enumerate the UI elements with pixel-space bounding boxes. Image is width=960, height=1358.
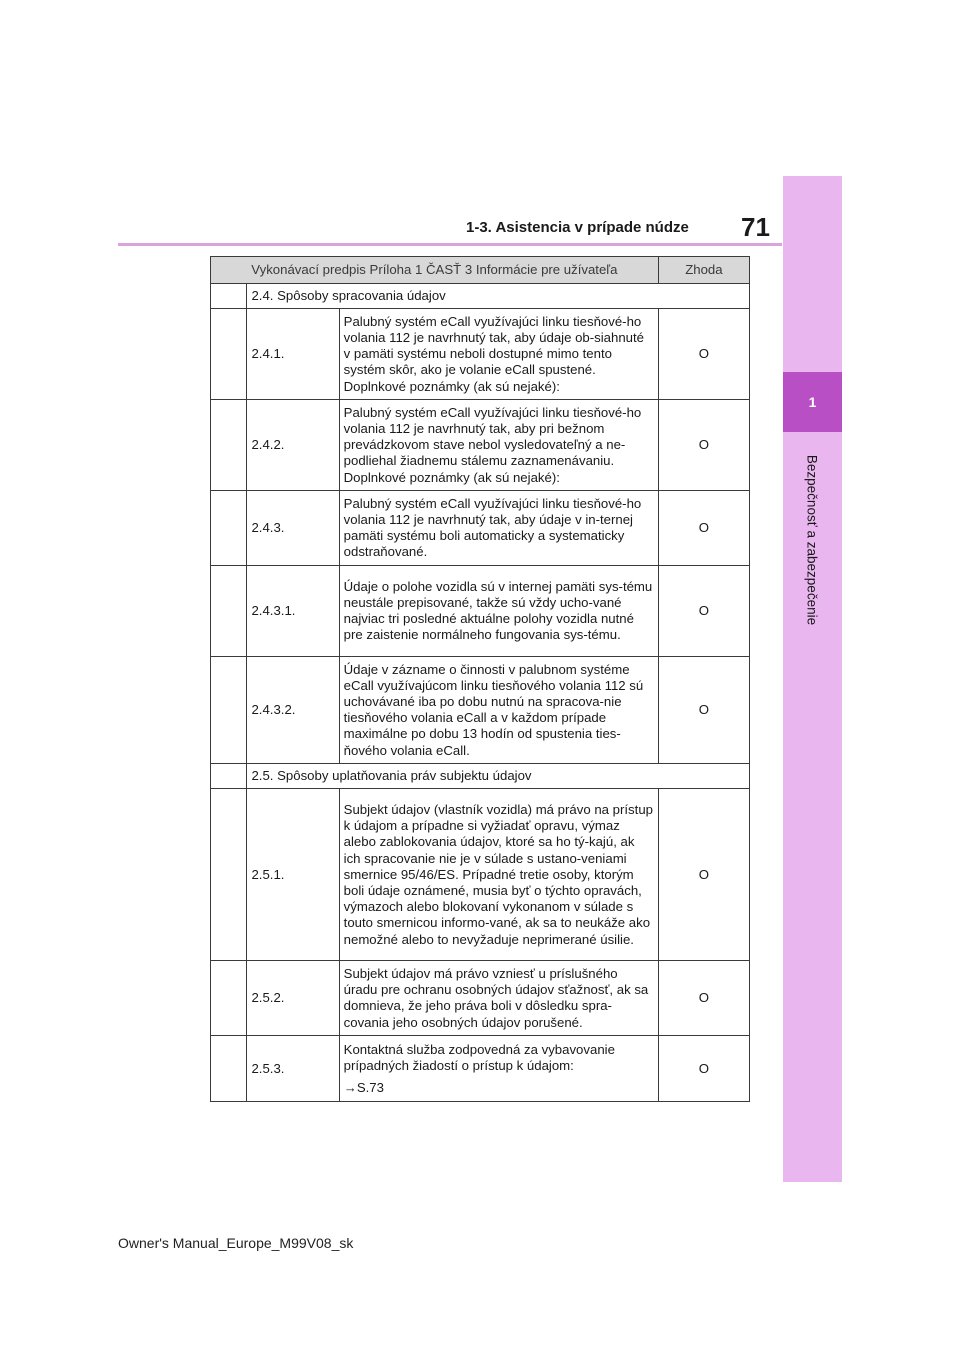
indent-cell <box>211 961 247 1036</box>
section-row <box>211 764 750 789</box>
row-text: Palubný systém eCall využívajúci linku tiesňové-ho volania 112 je navrhnutý tak, aby údaje v in-ternej pamäti systému boli automaticky a systematicky odstraňované. <box>339 491 658 566</box>
row-id: 2.4.2. <box>247 400 339 491</box>
row-match: O <box>658 491 749 566</box>
row-id: 2.5.2. <box>247 961 339 1036</box>
row-match: O <box>658 657 749 764</box>
table-row <box>211 1036 750 1102</box>
page-number: 71 <box>741 212 770 242</box>
indent-cell <box>211 309 247 400</box>
chapter-number: 1 <box>783 372 842 432</box>
table-row <box>211 961 750 1036</box>
indent-cell <box>211 566 247 657</box>
indent-cell <box>211 400 247 491</box>
indent-cell <box>211 1036 247 1102</box>
table-row <box>211 400 750 491</box>
indent-cell <box>211 764 247 789</box>
indent-cell <box>211 284 247 309</box>
row-match: O <box>658 400 749 491</box>
page-reference-link[interactable]: →S.73 <box>343 1080 384 1095</box>
indent-cell <box>211 789 247 961</box>
section-heading: 2.5. Spôsoby uplatňovania práv subjektu údajov <box>247 764 750 789</box>
row-text: Palubný systém eCall využívajúci linku tiesňové-ho volania 112 je navrhnutý tak, aby údaje ob-siahnuté v pamäti systému neboli dostupné mimo tento systém skôr, ako je volanie eCall spustené. Doplnkové poznámky (ak sú nejaké): <box>339 309 658 400</box>
indent-cell <box>211 491 247 566</box>
row-text-body: Kontaktná služba zodpovedná za vybavovanie prípadných žiadostí o prístup k údajom: <box>343 1041 615 1073</box>
row-id: 2.4.3.1. <box>247 566 339 657</box>
row-id: 2.4.3. <box>247 491 339 566</box>
column-header-requirement: Vykonávací predpis Príloha 1 ČASŤ 3 Informácie pre užívateľa <box>211 257 659 284</box>
row-text: Subjekt údajov má právo vzniesť u príslušného úradu pre ochranu osobných údajov sťažnosť, ak sa domnieva, že jeho práva boli v dôsledku spra-covania jeho osobných údajov porušené. <box>339 961 658 1036</box>
table-header-row <box>211 257 750 284</box>
table-row <box>211 789 750 961</box>
row-id: 2.5.1. <box>247 789 339 961</box>
row-match: O <box>658 789 749 961</box>
row-id: 2.4.1. <box>247 309 339 400</box>
section-title: 1-3. Asistencia v prípade núdze <box>466 219 689 236</box>
section-heading: 2.4. Spôsoby spracovania údajov <box>247 284 750 309</box>
column-header-match: Zhoda <box>658 257 749 284</box>
indent-cell <box>211 657 247 764</box>
row-text: Údaje v zázname o činnosti v palubnom systéme eCall využívajúcom linku tiesňového volania 112 sú uchovávané iba po dobu nutnú na spracova-nie tiesňového volania eCall a v každom prípade maximálne po dobu 13 hodín od spustenia ties-ňového volania eCall. <box>339 657 658 764</box>
row-text: Subjekt údajov (vlastník vozidla) má právo na prístup k údajom a prípadne si vyžiadať opravu, výmaz alebo zablokovania údajov, ktoré sa ho tý-kajú, ak ich spracovanie nie je v súlade s ustano-veniami smernice 95/46/ES. Prípadné tretie osoby, ktorým boli údaje oznámené, musia byť o týchto opravách, výmazoch alebo blokovaní vykonanom v súlade s touto smernicou informo-vané, ak sa to neukáže ako nemožné alebo to nevyžaduje neprimerané úsilie. <box>339 789 658 961</box>
row-match: O <box>658 1036 749 1102</box>
row-id: 2.5.3. <box>247 1036 339 1102</box>
row-text: Údaje o polohe vozidla sú v internej pamäti sys-tému neustále prepisované, takže sú vždy ucho-vané najviac tri posledné aktuálne polohy vozidla nutné pre zaistenie normálneho fungovania sys-tému. <box>339 566 658 657</box>
header-rule <box>118 243 782 246</box>
row-text: Palubný systém eCall využívajúci linku tiesňové-ho volania 112 je navrhnutý tak, aby pri bežnom prevádzkovom stave nebol vysledovateľný a ne-podliehal žiadnemu stálemu zaznamenávaniu. Doplnkové poznámky (ak sú nejaké): <box>339 400 658 491</box>
section-row <box>211 284 750 309</box>
chapter-side-tab <box>783 176 842 1182</box>
footer-text: Owner's Manual_Europe_M99V08_sk <box>118 1235 354 1251</box>
row-match: O <box>658 566 749 657</box>
chapter-title: Bezpečnosť a zabezpečenie <box>804 454 820 626</box>
row-id: 2.4.3.2. <box>247 657 339 764</box>
table-row <box>211 309 750 400</box>
row-text <box>339 1036 658 1102</box>
table-row <box>211 566 750 657</box>
table-row <box>211 657 750 764</box>
row-match: O <box>658 309 749 400</box>
row-match: O <box>658 961 749 1036</box>
requirements-table <box>210 256 750 1102</box>
table-row <box>211 491 750 566</box>
